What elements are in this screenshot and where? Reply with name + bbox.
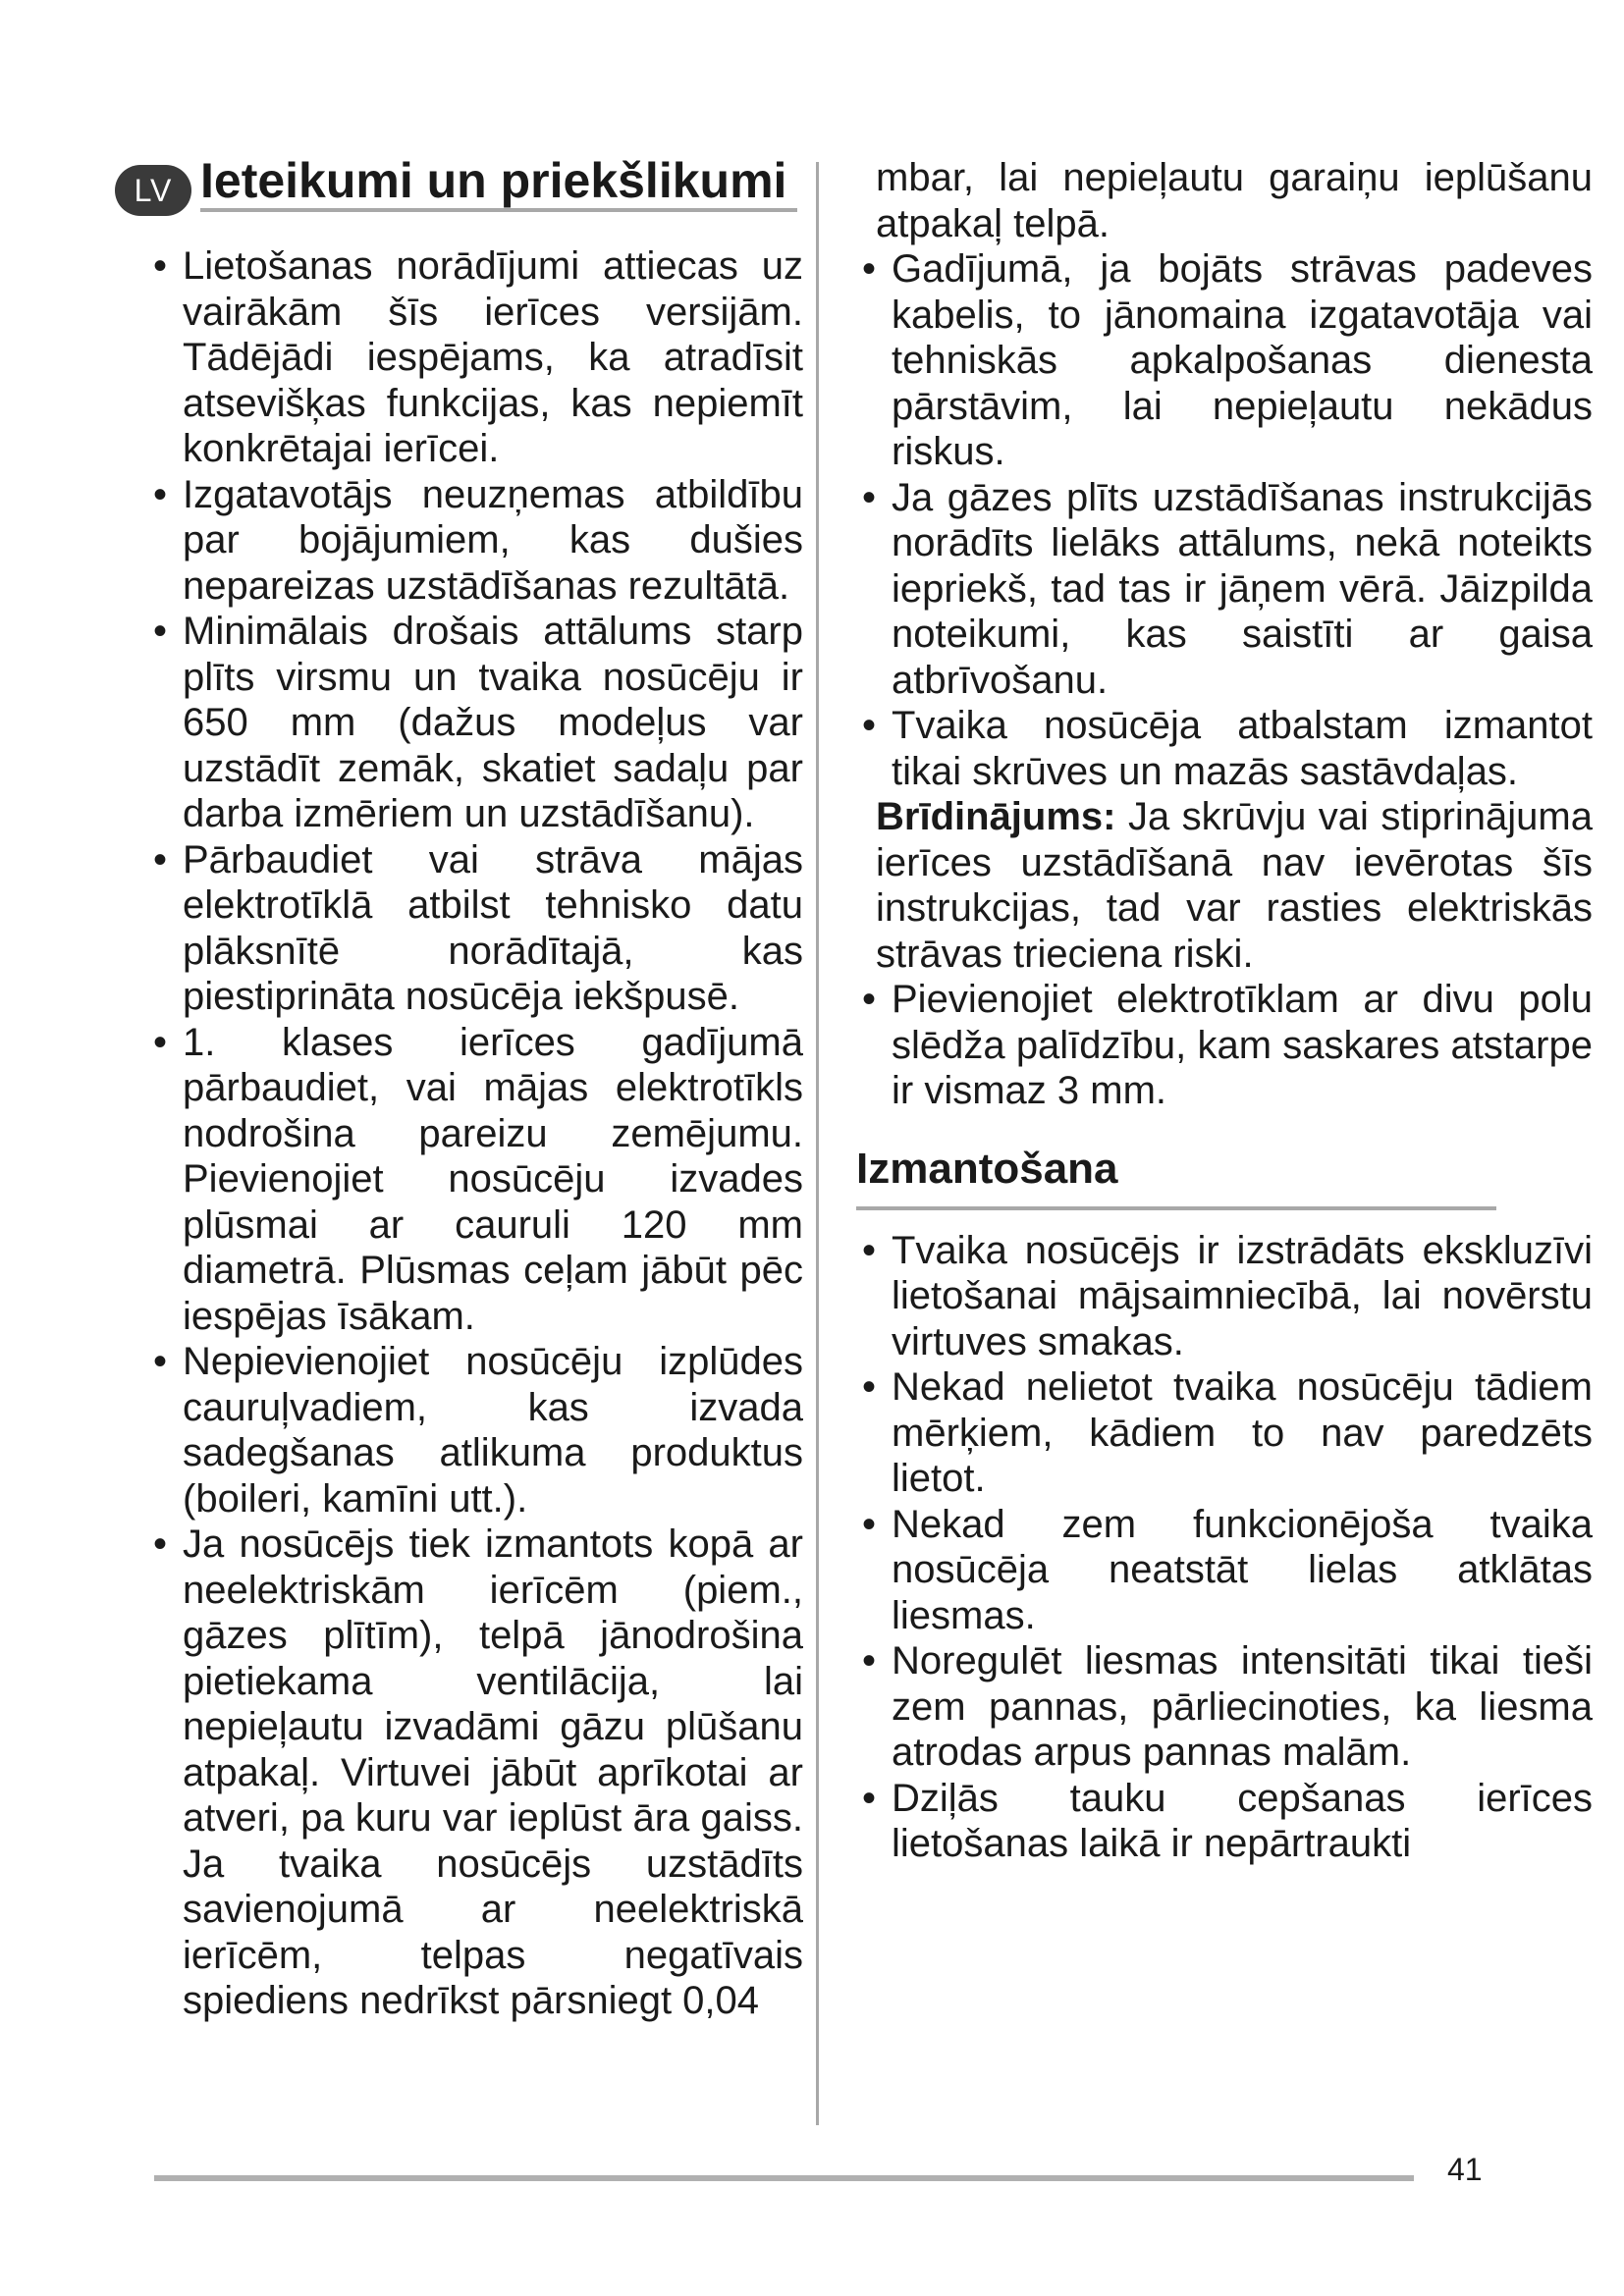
list-item: • 1. klases ierīces gadījumā pārbaudiet, vai mājas elektrotīkls nodrošina pareizu zemējumu. Pievienojiet nosūcēju izvades plūsmai ar cauruli 120 mm diametrā. Plūsmas ceļam jābūt pēc iespējas īsākam. — [147, 1020, 803, 1340]
list-item: • Minimālais drošais attālums starp plīts virsmu un tvaika nosūcēju ir 650 mm (dažus modeļus var uzstādīt zemāk, skatiet sadaļu par darba izmēriem un uzstādīšanu). — [147, 609, 803, 837]
list-item: • Ja gāzes plīts uzstādīšanas instrukcijās norādīts lielāks attālums, nekā noteikts iepriekš, tad tas ir jāņem vērā. Jāizpilda noteikumi, kas saistīti ar gaisa atbrīvošanu. — [856, 475, 1593, 704]
section-title: Ieteikumi un priekšlikumi — [200, 153, 787, 208]
column-divider — [816, 162, 819, 2125]
list-item: • Nekad nelietot tvaika nosūcēju tādiem mērķiem, kādiem to nav paredzēts lietot. — [856, 1364, 1593, 1502]
list-item: • Gadījumā, ja bojāts strāvas padeves kabelis, to jānomaina izgatavotāja vai tehniskās apkalpošanas dienesta pārstāvim, lai nepieļautu nekādus riskus. — [856, 246, 1593, 475]
footer-rule — [154, 2175, 1414, 2181]
page-number: 41 — [1447, 2152, 1483, 2187]
list-item: • Pievienojiet elektrotīklam ar divu polu slēdža palīdzību, kam saskares atstarpe ir vismaz 3 mm. — [856, 977, 1593, 1114]
right-column — [856, 155, 1593, 1867]
list-item: • Izgatavotājs neuzņemas atbildību par bojājumiem, kas dušies nepareizas uzstādīšanas rezultātā. — [147, 472, 803, 610]
list-item: • Tvaika nosūcējs ir izstrādāts ekskluzīvi lietošanai mājsaimniecībā, lai novērstu virtuves smakas. — [856, 1228, 1593, 1365]
title-underline — [200, 208, 797, 212]
advice-list-after-warning — [856, 977, 1593, 1114]
list-item: • Lietošanas norādījumi attiecas uz vairākām šīs ierīces versijām. Tādējādi iespējams, ka atradīsit atsevišķas funkcijas, kas nepiemīt konkrētajai ierīcei. — [147, 243, 803, 472]
language-badge: LV — [115, 165, 191, 216]
usage-list — [856, 1228, 1593, 1867]
warning-label: Brīdinājums: — [876, 795, 1116, 838]
usage-heading: Izmantošana — [856, 1144, 1118, 1193]
warning-paragraph — [856, 794, 1593, 977]
left-column — [147, 243, 803, 2024]
list-item: • Nekad zem funkcionējoša tvaika nosūcēja neatstāt lielas atklātas liesmas. — [856, 1502, 1593, 1639]
continued-text: mbar, lai nepieļautu garaiņu ieplūšanu atpakaļ telpā. — [876, 156, 1593, 245]
advice-list-continued — [856, 246, 1593, 794]
list-item: • Tvaika nosūcēja atbalstam izmantot tikai skrūves un mazās sastāvdaļas. — [856, 703, 1593, 794]
advice-list — [147, 243, 803, 2024]
list-item: • Ja nosūcējs tiek izmantots kopā ar neelektriskām ierīcēm (piem., gāzes plītīm), telpā jānodrošina pietiekama ventilācija, lai nepieļautu izvadāmi gāzu plūšanu atpakaļ. Virtuvei jābūt aprīkotai ar atveri, pa kuru var ieplūst āra gaiss. Ja tvaika nosūcējs uzstādīts savienojumā ar neelektriskā ierīcēm, telpas negatīvais spiediens nedrīkst pārsniegt 0,04 — [147, 1522, 803, 2024]
usage-heading-underline — [856, 1206, 1496, 1210]
list-item: • Noregulēt liesmas intensitāti tikai tieši zem pannas, pārliecinoties, ka liesma atrodas arpus pannas malām. — [856, 1638, 1593, 1776]
list-item: • Nepievienojiet nosūcēju izplūdes cauruļvadiem, kas izvada sadegšanas atlikuma produktus (boileri, kamīni utt.). — [147, 1339, 803, 1522]
list-item: • Dziļās tauku cepšanas ierīces lietošanas laikā ir nepārtraukti — [856, 1776, 1593, 1867]
list-item: • Pārbaudiet vai strāva mājas elektrotīklā atbilst tehnisko datu plāksnītē norādītajā, kas piestiprināta nosūcēja iekšpusē. — [147, 837, 803, 1020]
warning-text: Ja skrūvju vai stiprinājuma ierīces uzstādīšanā nav ievērotas šīs instrukcijas, tad var rasties elektriskās strāvas trieciena riski. — [876, 795, 1593, 976]
